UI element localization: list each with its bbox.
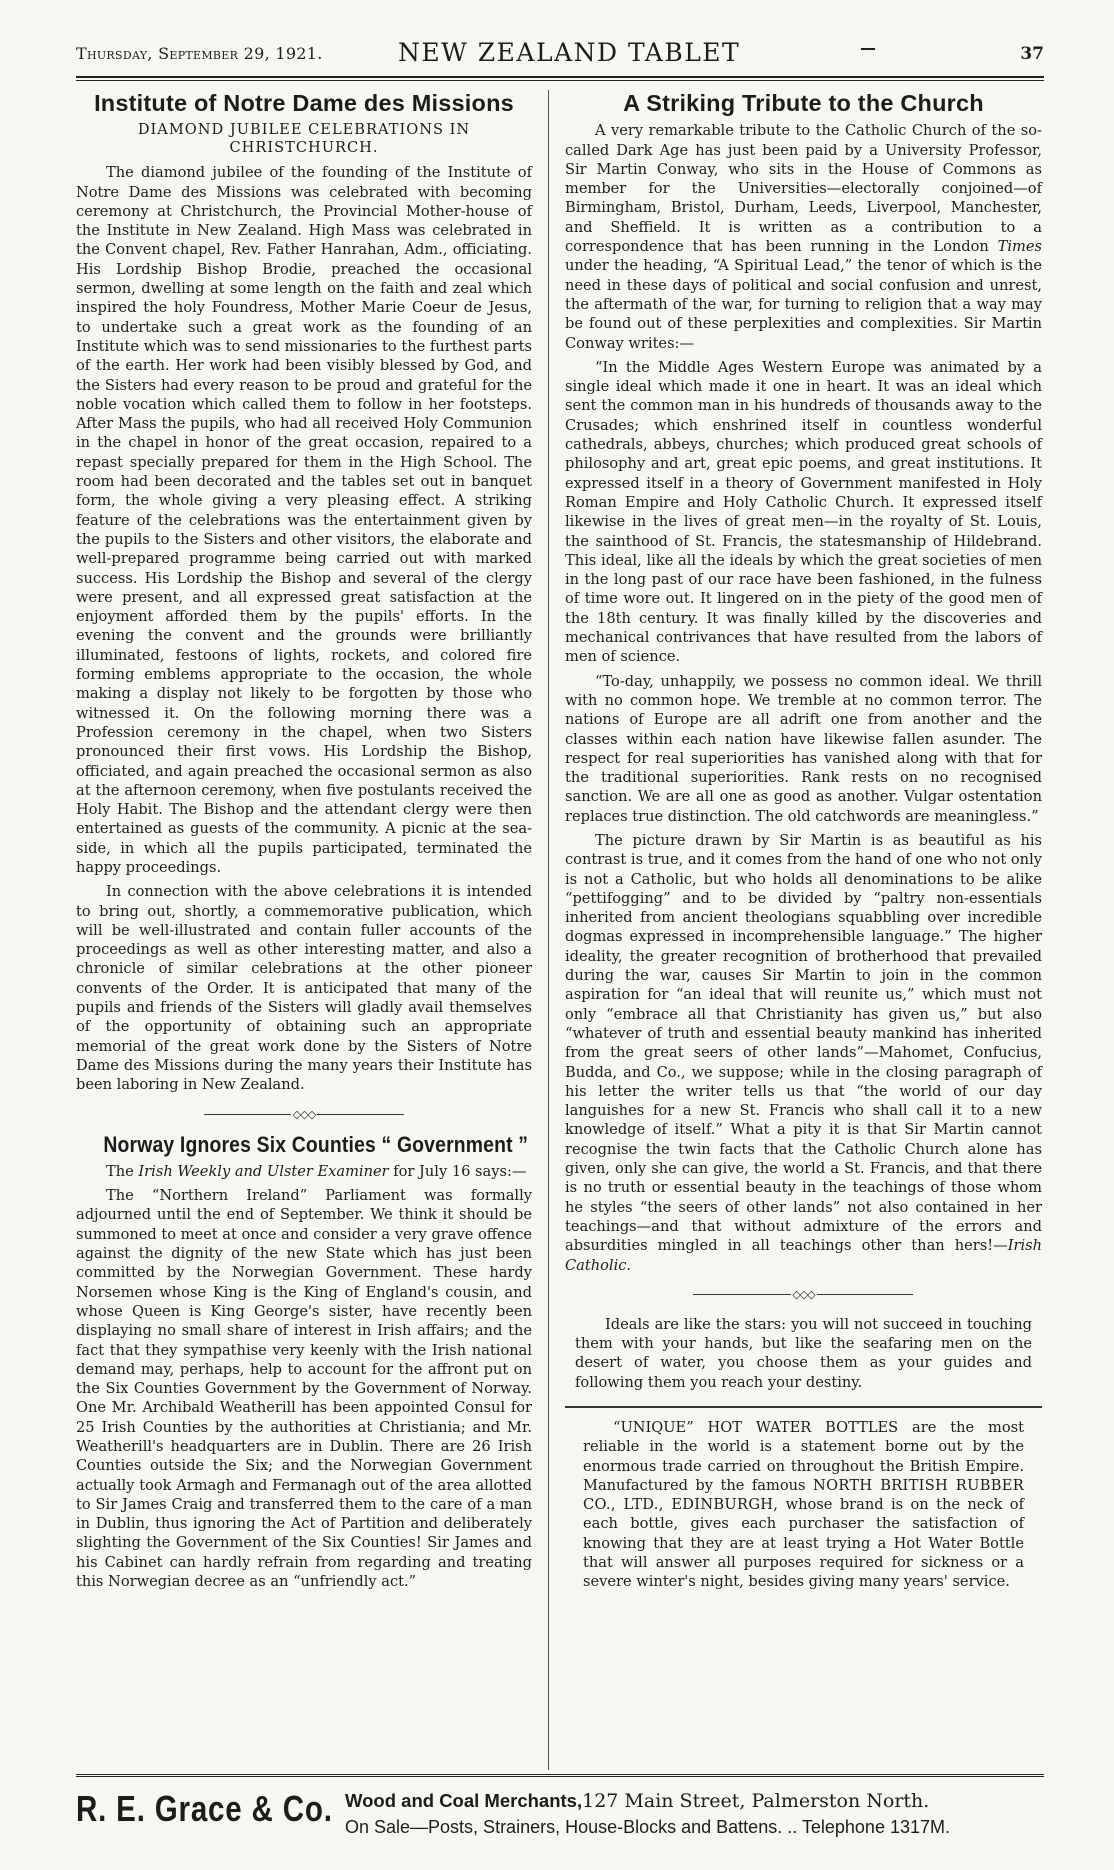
article-paragraph: The “Northern Ireland” Parliament was formally adjourned until the end of September. We think it should be summoned to meet at once and consider a very grave offence against the dignity of the new State which has just been committed by the Norwegian Government. These hardy Norsemen whose King is the King of England's cousin, and whose Queen is King George's sister, have recently been displaying no small share of interest in Irish affairs; and the fact that they sympathise very keenly with the Irish national demand may, perhaps, help to account for the affront put on the Six Counties Government by the Government of Norway. One Mr. Archibald Weatherill has been appointed Consul for 25 Irish Counties by the authorities at Christiania; and Mr. Weatherill's headquarters are in Dublin. There are 26 Irish Counties outside the Six; and the Norwegian Government actually took Armagh and Fermanagh out of the area allotted to Sir James Craig and transferred them to the care of a man in Dublin, thus ignoring the Act of Partition and deliberately slighting the Government of the Six Counties! Sir James and his Cabinet can hardly refrain from regarding and treating this Norwegian decree as an “unfriendly act.” (76, 1187, 532, 1591)
ornament-glyph: ◇◇◇ (790, 1285, 816, 1304)
ornament-glyph: ◇◇◇ (291, 1105, 317, 1124)
section-ornament (76, 1105, 532, 1125)
para-text: A very remarkable tribute to the Catholic Church of the so-called Dark Age has just been paid by a University Professor, Sir Martin Conway, who sits in the House of Commons as member for the Universities—electorally conjoined—of Birmingham, Bristol, Durham, Leeds, Liverpool, Manchester, and Sheffield. It is written as a contribution to a correspondence that has been running in the London (565, 122, 1042, 256)
article-subtitle (76, 121, 532, 157)
footer-address: 127 Main Street, Palmerston North. (582, 1790, 930, 1812)
masthead-title: NEW ZEALAND TABLET (398, 38, 741, 67)
article-paragraph: The diamond jubilee of the founding of the Institute of Notre Dame des Missions was celebrated with becoming ceremony at Christchurch, the Provincial Mother-house of the Institute in New Zealand. High Mass was celebrated in the Convent chapel, Rev. Father Hanrahan, Adm., officiating. His Lordship Bishop Brodie, preached the occasional sermon, dwelling at some length on the faith and zeal which inspired the holy Foundress, Mother Marie Coeur de Jesus, to undertake such a great work as the founding of an Institute which was to send missionaries to the furthest parts of the earth. Her work had been visibly blessed by God, and the Sisters had every reason to be proud and grateful for the noble vocation which called them to follow in her footsteps. After Mass the pupils, who had all received Holy Communion in the chapel in honor of the great occasion, repaired to a repast specially prepared for them in the High School. The room had been decorated and the tables set out in banquet form, the whole giving a very pleasing effect. A striking feature of the celebrations was the entertainment given by the pupils to the Sisters and other visitors, the elaborate and well-prepared programme being carried out with marked success. His Lordship the Bishop and several of the clergy were present, and all expressed great satisfaction at the enjoyment afforded them by the pupils' efforts. In the evening the convent and the grounds were brilliantly illuminated, festoons of lights, rockets, and colored fire forming emblems appropriate to the occasion, the whole making a display not likely to be forgotten by those who witnessed it. On the following morning there was a Profession ceremony in the chapel, when two Sisters pronounced their first vows. His Lordship the Bishop, officiated, and again preached the occasional sermon as also at the afternoon ceremony, when five postulants received the Holy Habit. The Bishop and the attendant clergy were then entertained as guests of the community. A picnic at the sea-side, in which all the pupils participated, terminated the happy proceedings. (76, 164, 532, 876)
filler-quote: Ideals are like the stars: you will not succeed in touching them with your hands, but like the seafaring men on the desert of water, you choose them as your guides and following them you reach your destiny. (575, 1315, 1032, 1391)
page-header (76, 38, 1044, 70)
article-title-notre-dame: Institute of Notre Dame des Missions (94, 90, 514, 116)
ad-paragraph (583, 1418, 1024, 1592)
ad-text: “UNIQUE” HOT WATER BOTTLES are the most reliable in the world is a statement borne out by the enormous trade carried on throughout the British Empire. Manufactured by the famous (583, 1419, 1024, 1494)
header-dash (861, 48, 875, 50)
source-credit: Irish Catholic. (565, 1237, 1042, 1274)
article-paragraph (565, 831, 1042, 1275)
subtitle-line-2: CHRISTCHURCH. (229, 139, 379, 157)
para-text: The picture drawn by Sir Martin is as beautiful as his contrast is true, and it comes from the hand of one who not only is not a Catholic, but who holds all denominations to be alike “pettifogging” and to be divided by “paltry non-essentials inherited from ancient theologians squabbling over incredible dogmas expressed in incomprehensible language.” The higher ideality, the greater recognition of brotherhood that prevailed during the war, causes Sir Martin to join in the common aspiration for “an ideal that will reunite us,” which must not only “embrace all that Christianity has given us,” but also “whatever of truth and essential beauty mankind has inherited from the great seers of other lands”—Mahomet, Confucius, Budda, and Co., we suppose; while in the closing paragraph of his letter the writer tells us that “the world of our day languishes for a new St. Francis who shall call it to a new knowledge of itself.” What a pity it is that Sir Martin cannot recognise the twin facts that the Catholic Church alone has given, only she can give, the world a St. Francis, and that there is no truth or essential beauty in the teachings of those whom he styles “the seers of other lands” not also contained in her teachings—and that without admixture of the errors and absurdities mingled in all teachings other than hers!— (565, 831, 1042, 1255)
footer-rule (76, 1774, 1044, 1777)
section-ornament (565, 1285, 1042, 1305)
left-column (76, 90, 532, 1596)
header-rule (76, 76, 1044, 78)
ad-company: NORTH BRITISH RUBBER CO., LTD., EDINBURGH, (583, 1476, 1024, 1514)
advertiser-name: R. E. Grace & Co. (76, 1788, 333, 1829)
article-intro (76, 1162, 532, 1181)
article-title-norway: Norway Ignores Six Counties “ Government ” (103, 1131, 529, 1157)
column-divider (548, 90, 549, 1770)
right-column (565, 90, 1042, 1597)
ad-text-end: whose brand is on the neck of each bottle, gives each purchaser the satisfaction of knowing that they are at least trying a Hot Water Bottle that will answer all purposes required for sickness or a severe winter's night, besides giving many years' service. (583, 1496, 1024, 1591)
hot-water-bottle-ad (565, 1406, 1042, 1592)
article-paragraph: In connection with the above celebrations it is intended to bring out, shortly, a commemorative publication, which will be well-illustrated and contain fuller accounts of the proceedings as well as other interesting matter, and also a chronicle of similar celebrations at the other pioneer convents of the Order. It is anticipated that many of the pupils and friends of the Sisters will gladly avail themselves of the opportunity of obtaining such an appropriate memorial of the great work done by the Sisters of Notre Dame des Missions during the many years their Institute has been laboring in New Zealand. (76, 883, 532, 1094)
intro-source: Irish Weekly and Ulster Examiner (138, 1162, 389, 1180)
intro-text: The (106, 1162, 139, 1180)
times-title: Times (997, 238, 1042, 256)
header-rule-thin (76, 80, 1044, 81)
header-date: Thursday, September 29, 1921. (76, 44, 323, 63)
page-number: 37 (1020, 44, 1044, 64)
footer-ad-line-2: On Sale—Posts, Strainers, House-Blocks and Battens. .. Telephone 1317M. (345, 1817, 950, 1837)
article-quote-paragraph: “To-day, unhappily, we possess no common ideal. We thrill with no common hope. We tremble at no common terror. The nations of Europe are all adrift one from another and the classes within each nation have likewise fallen asunder. The respect for real superiorities has vanished along with that for the traditional superiorities. Rank rests on no recognised sanction. We are all one as good as another. Vulgar ostentation replaces true distinction. The old catchwords are meaningless.” (565, 672, 1042, 825)
para-text: under the heading, “A Spiritual Lead,” the tenor of which is the need in these days of political and social confusion and unrest, the aftermath of the war, for turning to religion that a way may be found out of these perplexities and complexities. Sir Martin Conway writes:— (565, 257, 1042, 352)
footer-business-type: Wood and Coal Merchants, (345, 1790, 583, 1811)
article-quote-paragraph: “In the Middle Ages Western Europe was animated by a single ideal which made it one in heart. It was an ideal which sent the common man in his hundreds of thousands away to the Crusades; which enshrined itself in countless wonderful cathedrals, abbeys, churches; which produced great schools of philosophy and art, great epic poems, and great institutions. It expressed itself in a theory of Government manifested in Holy Roman Empire and Holy Catholic Church. It expressed itself likewise in the lives of great men—in the royalty of St. Louis, the sainthood of St. Francis, the statesmanship of Hildebrand. This ideal, like all the ideals by which the great societies of men in the long past of our race have been fashioned, in the fulness of time wore out. It lingered on in the piety of the good men of the 18th century. It was finally killed by the discoveries and mechanical contrivances that have resulted from the labors of men of science. (565, 358, 1042, 666)
intro-text-end: for July 16 says:— (388, 1162, 527, 1180)
footer-advertisement (76, 1784, 1044, 1854)
article-paragraph (565, 121, 1042, 353)
article-title-tribute: A Striking Tribute to the Church (623, 90, 984, 116)
footer-ad-line-1 (345, 1790, 929, 1812)
subtitle-line-1: DIAMOND JUBILEE CELEBRATIONS IN (137, 121, 471, 139)
